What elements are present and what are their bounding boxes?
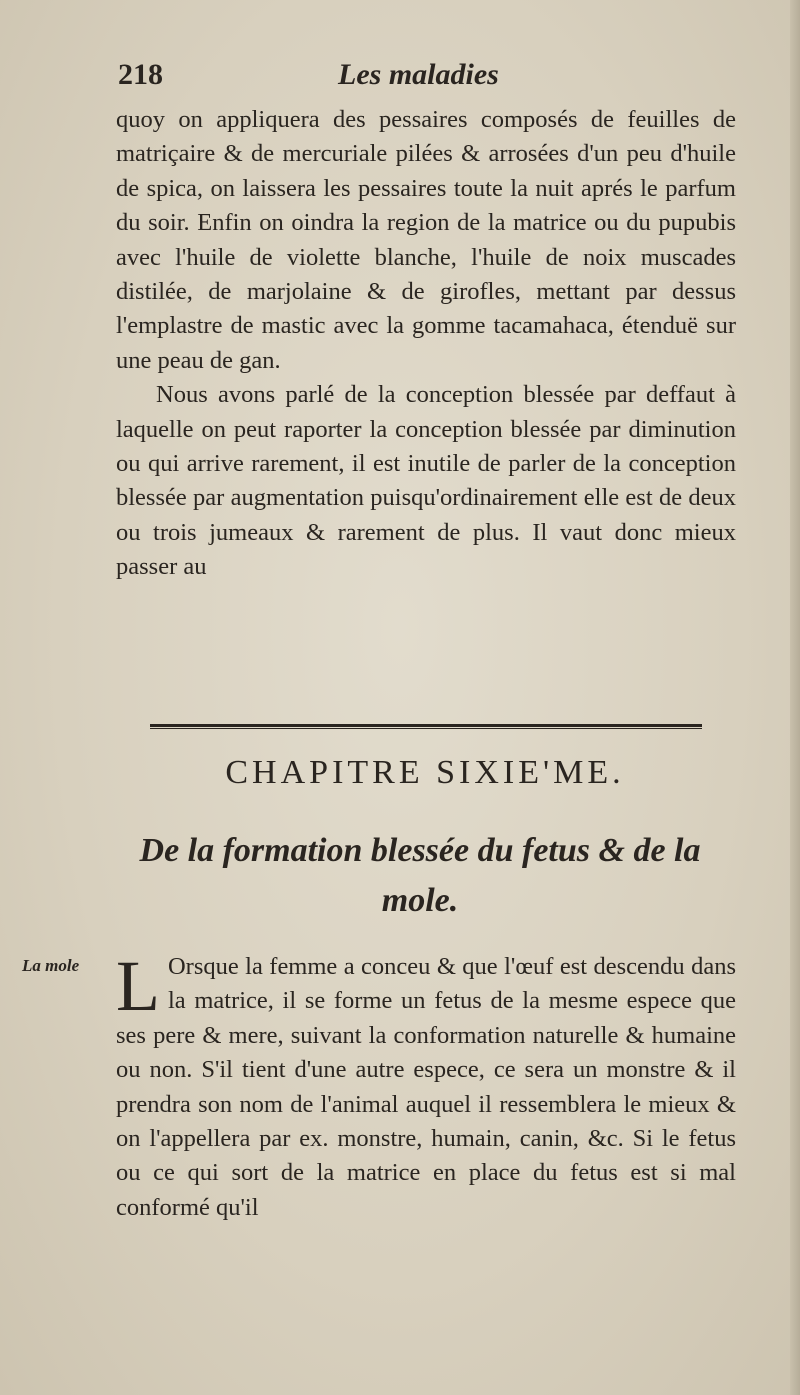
section-paragraph: Orsque la femme a conceu & que l'œuf est descendu dans la matrice, il se forme un fetus de la mesme espece que ses pere & mere, suivant la conformation naturelle & humaine ou non. S'il tient d'une autre espece, ce sera un monstre & il prendra son nom de l'animal auquel il ressemblera le mieux & on l'appellera par ex. monstre, humain, canin, &c. Si le fetus ou ce qui sort de la matrice en place du fetus est si mal conformé qu'il — [116, 953, 736, 1221]
page-number: 218 — [118, 58, 163, 91]
margin-note: La mole — [22, 956, 80, 975]
rule-thin-line — [150, 728, 702, 729]
chapter-subtitle: De la formation blessée du fetus & de la mole. — [139, 832, 701, 919]
chapter-divider-rule — [150, 722, 702, 731]
paragraph-2: Nous avons parlé de la conception blessée par deffaut à laquelle on peut raporter la conception blessée par diminution ou qui arrive rarement, il est inutile de parler de la conception blessée par augmentation puisqu'ordinairement elle est de deux ou trois jumeaux & rarement de plus. Il vaut donc mieux passer au — [116, 381, 736, 581]
drop-cap: L — [116, 946, 160, 1026]
section-text — [116, 946, 736, 1225]
page-edge — [790, 0, 800, 1395]
chapter-title: CHAPITRE SIXIE'ME. — [225, 754, 625, 791]
paragraph-1: quoy on appliquera des pessaires composés de feuilles de matriçaire & de mercuriale pilées & arrosées d'un peu d'huile de spica, on laissera les pessaires toute la nuit aprés le parfum du soir. Enfin on oindra la region de la matrice ou du pupubis avec l'huile de violette blanche, l'huile de noix muscades distilée, de marjolaine & de girofles, mettant par dessus l'emplastre de mastic avec la gomme tacamahaca, étenduë sur une peau de gan. — [116, 106, 736, 374]
running-title: Les maladies — [338, 58, 499, 91]
body-text — [116, 103, 736, 585]
rule-thick-line — [150, 724, 702, 727]
page-header — [118, 58, 738, 98]
